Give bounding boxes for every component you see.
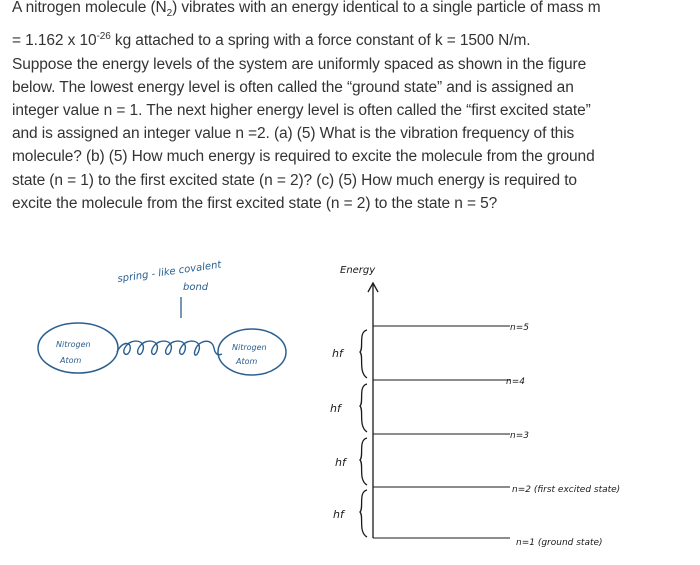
spring-coil xyxy=(117,341,222,355)
energy-axis-label: Energy xyxy=(340,265,376,276)
atom-right-label-line-2: Atom xyxy=(236,357,258,366)
level-label-n3: n=3 xyxy=(510,431,529,441)
level-label-n1: n=1 (ground state) xyxy=(516,538,603,548)
atom-left-label-line-1: Nitrogen xyxy=(56,340,91,349)
level-label-n2: n=2 (first excited state) xyxy=(512,485,621,495)
spring-label-line-2: bond xyxy=(183,282,209,293)
problem-line-1: A nitrogen molecule $(N_2)$ vibrates with an energy identical to a single particle of mass m xyxy=(12,0,601,20)
hf-label-5-4: hf xyxy=(332,347,343,360)
hf-label-2-1: hf xyxy=(333,508,344,521)
spring-label-line-1: spring - like covalent xyxy=(116,259,223,285)
hf-label-3-2: hf xyxy=(335,456,346,469)
brace-4-3 xyxy=(360,384,367,432)
problem-line-7: molecule? (b) (5) How much energy is required to excite the molecule from the ground xyxy=(12,148,595,166)
problem-line-8: state (n = 1) to the first excited state (n = 2)? (c) (5) How much energy is required to xyxy=(12,171,577,189)
problem-line-2: = 1.162 x $10^{-26}$ kg attached to a spring with a force constant of k = 1500 N/m. xyxy=(12,31,531,50)
problem-line-9: excite the molecule from the first excited state (n = 2) to the state n = 5? xyxy=(12,194,498,212)
hf-label-4-3: hf xyxy=(330,402,341,415)
nitrogen-atom-right xyxy=(218,329,286,375)
atom-right-label-line-1: Nitrogen xyxy=(232,343,267,352)
problem-line-5: integer value n = 1. The next higher energy level is often called the “first excited state” xyxy=(12,102,591,120)
brace-2-1 xyxy=(360,490,367,537)
brace-3-2 xyxy=(360,438,367,485)
brace-5-4 xyxy=(360,330,367,378)
problem-line-4: below. The lowest energy level is often called the “ground state” and is assigned an xyxy=(12,78,574,96)
level-label-n4: n=4 xyxy=(506,377,525,387)
level-label-n5: n=5 xyxy=(510,323,529,333)
atom-left-label-line-2: Atom xyxy=(60,356,82,365)
problem-line-6: and is assigned an integer value n =2. (a) (5) What is the vibration frequency of this xyxy=(12,125,575,143)
problem-line-3: Suppose the energy levels of the system are uniformly spaced as shown in the figure xyxy=(12,55,587,73)
